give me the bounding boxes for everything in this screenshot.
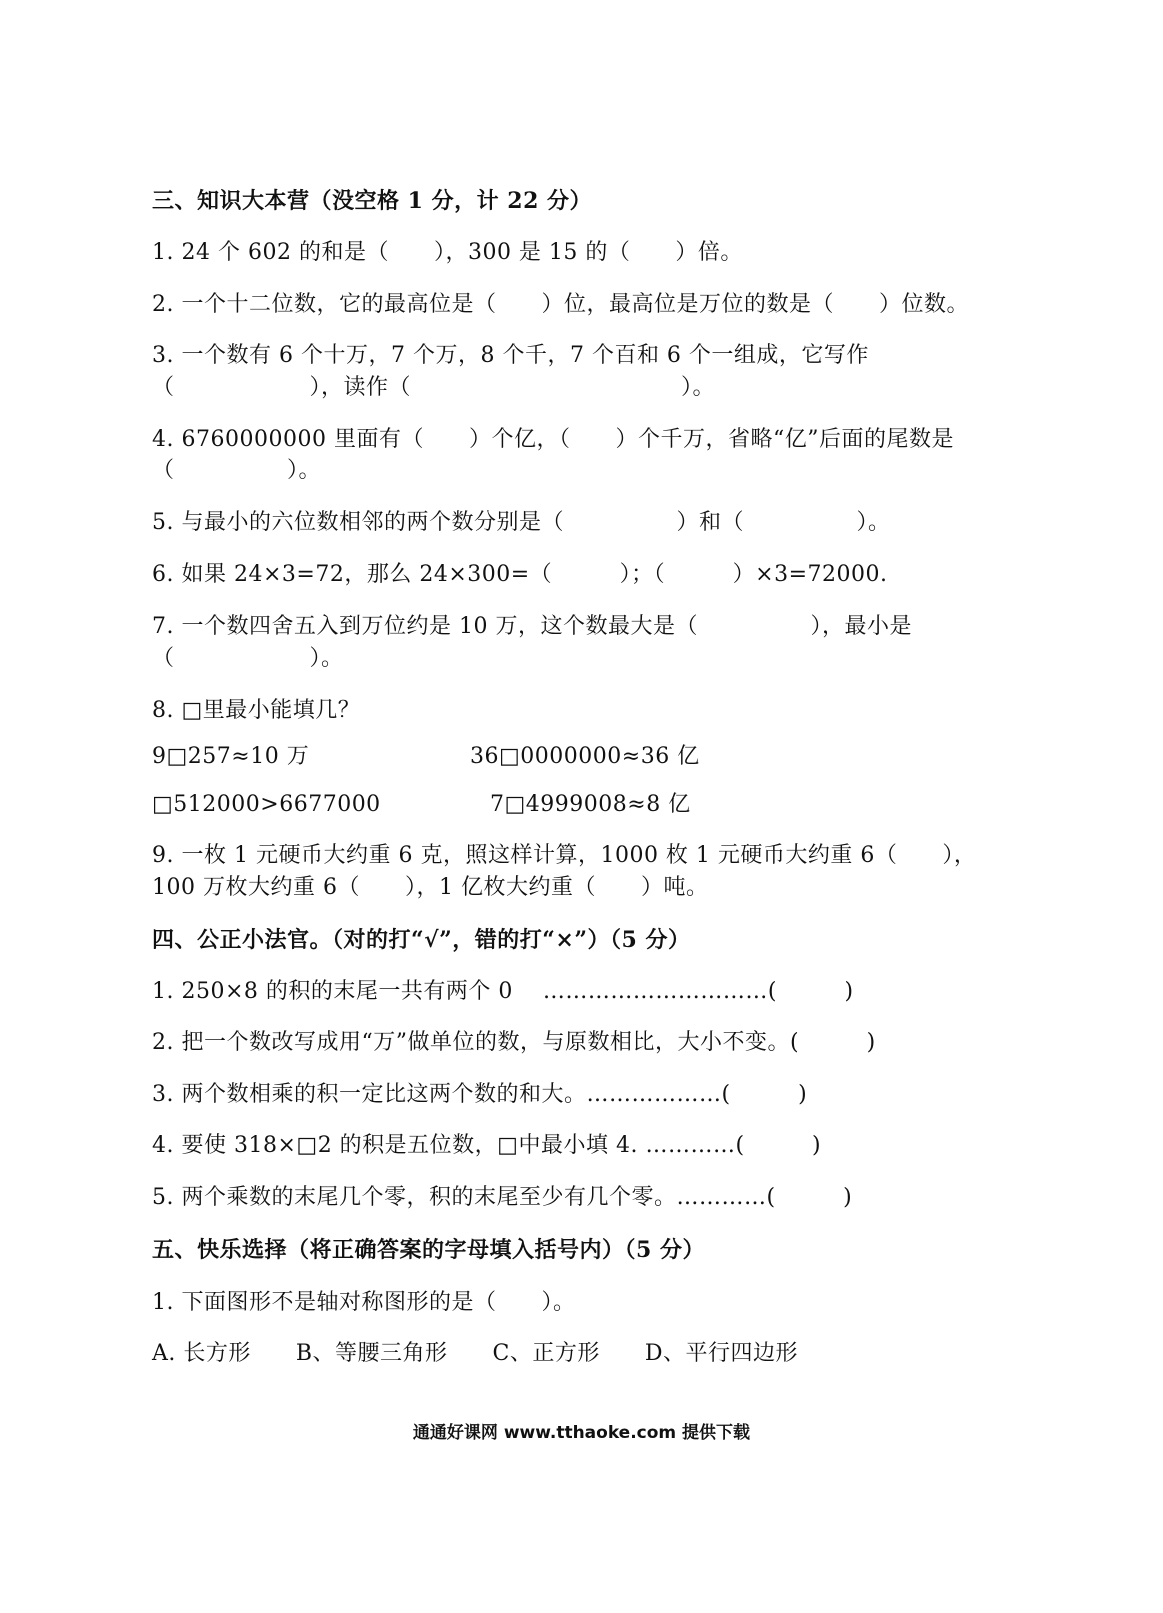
footer-watermark: 通通好课网 www.tthaoke.com 提供下载	[412, 1423, 751, 1443]
question-3-3-line1: 3. 一个数有 6 个十万，7 个万，8 个千，7 个百和 6 个一组成，它写作	[152, 343, 869, 368]
question-3-8-b: 36□0000000≈36 亿	[470, 744, 700, 769]
question-3-4-line1: 4. 6760000000 里面有（ ）个亿，（ ）个千万，省略“亿”后面的尾数是	[152, 427, 954, 452]
question-4-1: 1. 250×8 的积的末尾一共有两个 0 …………………………( )	[152, 979, 854, 1004]
question-4-2: 2. 把一个数改写成用“万”做单位的数，与原数相比，大小不变。( )	[152, 1030, 876, 1055]
question-4-5: 5. 两个乘数的末尾几个零，积的末尾至少有几个零。…………( )	[152, 1185, 853, 1210]
question-3-6: 6. 如果 24×3=72，那么 24×300=（ ）；（ ）×3=72000.	[152, 562, 888, 587]
section3-heading: 三、知识大本营（没空格 1 分，计 22 分）	[152, 188, 593, 214]
question-3-1: 1. 24 个 602 的和是（ ），300 是 15 的（ ）倍。	[152, 240, 743, 265]
question-3-8-a: 9□257≈10 万	[152, 744, 310, 769]
section5-heading: 五、快乐选择（将正确答案的字母填入括号内）（5 分）	[152, 1237, 705, 1263]
question-3-9-line2: 100 万枚大约重 6（ ），1 亿枚大约重（ ）吨。	[152, 875, 709, 900]
question-4-4: 4. 要使 318×□2 的积是五位数，□中最小填 4. …………( )	[152, 1133, 822, 1158]
question-3-5: 5. 与最小的六位数相邻的两个数分别是（ ）和（ ）。	[152, 510, 891, 535]
question-5-1-options: A. 长方形 B、等腰三角形 C、正方形 D、平行四边形	[152, 1341, 799, 1366]
section4-heading: 四、公正小法官。（对的打“√”，错的打“×”）（5 分）	[152, 927, 691, 953]
question-3-2: 2. 一个十二位数，它的最高位是（ ）位，最高位是万位的数是（ ）位数。	[152, 292, 969, 317]
question-3-4-line2: （ ）。	[152, 458, 322, 483]
question-3-8-d: 7□4999008≈8 亿	[490, 792, 691, 817]
question-3-8-c: □512000>6677000	[152, 792, 381, 817]
question-3-8: 8. □里最小能填几？	[152, 698, 361, 723]
question-3-9-line1: 9. 一枚 1 元硬币大约重 6 克，照这样计算，1000 枚 1 元硬币大约重 6（ ），	[152, 843, 977, 868]
question-5-1: 1. 下面图形不是轴对称图形的是（ ）。	[152, 1290, 576, 1315]
question-3-7-line2: （ ）。	[152, 646, 344, 671]
question-4-3: 3. 两个数相乘的积一定比这两个数的和大。………………( )	[152, 1082, 808, 1107]
question-3-7-line1: 7. 一个数四舍五入到万位约是 10 万，这个数最大是（ ），最小是	[152, 614, 912, 639]
question-3-3-line2: （ ），读作（ ）。	[152, 375, 716, 400]
